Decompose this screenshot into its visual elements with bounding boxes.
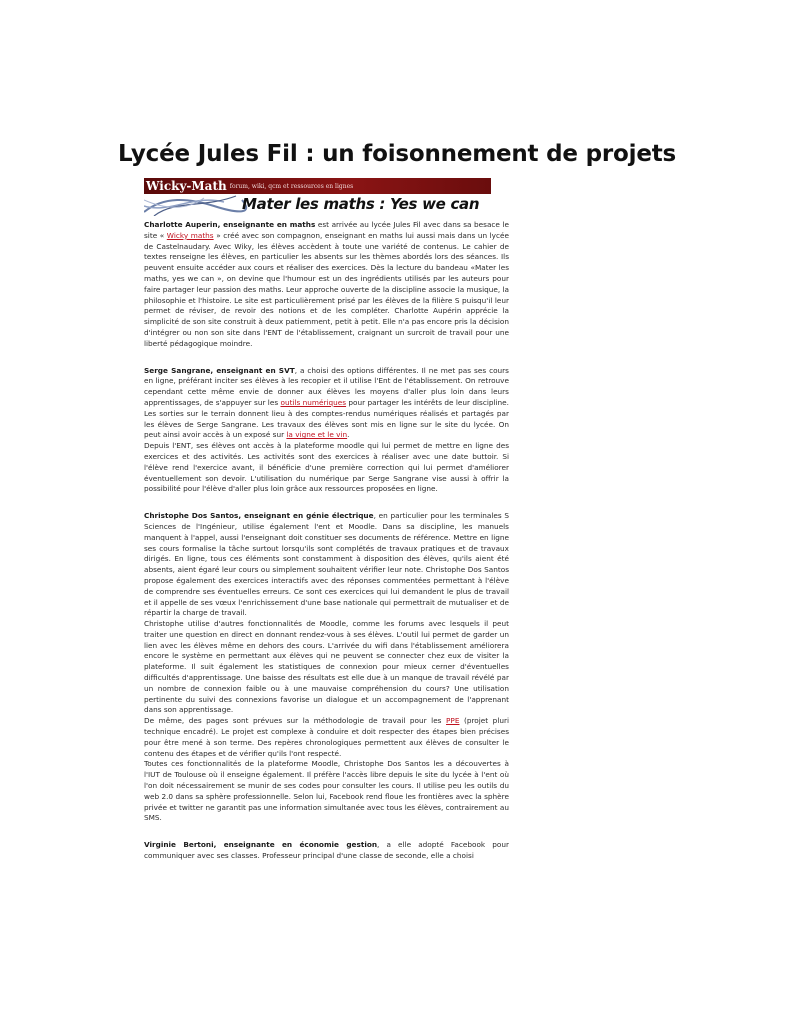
teacher-name: Serge Sangrane, enseignant en SVT <box>144 365 295 375</box>
text-span: (projet pluri technique encadré). Le projet est complexe à conduire et doit respecter des étapes bien précises pour être mené à son terme. Des repères chronologiques permettent aux élèves de consulter le contenu des étapes et de vérifier qu'ils l'ont respecté. <box>144 716 509 758</box>
text-span: est arrivée au lycée Jules Fil avec dans sa besace le site « <box>144 220 509 240</box>
text-span: » créé avec son compagnon, enseignant en maths lui aussi mais dans un lycée de Castelnaudary. Avec Wiky, les élèves accèdent à toute une variété de contenus. Le cahier de textes renseigne les élèves, en particulier les absents sur les thèmes abordés lors des séances. Ils peuvent ensuite accéder aux cours et réaliser des exercices. Dès la lecture du bandeau «Mater les maths, yes we can », on devine que l'humour est un des ingrédients utilisés par les auteurs pour faire partager leur passion des maths. Leur approche ouverte de la discipline associe la musique, la philosophie et l'histoire. Le site est particulièrement prisé par les élèves de la filière S puisqu'il leur permet de réviser, de revoir des notions et de les compléter. Charlotte Aupérin apprécie la simplicité de son site construit à deux patiemment, petit à petit. Elle n'a pas encore pris la décision d'intégrer ou non son site dans l'ENT de l'établissement, craignant un surcroit de travail pour une liberté pédagogique moindre. <box>144 230 509 348</box>
paragraph-auperin <box>144 220 509 350</box>
teacher-name: Charlotte Auperin, enseignante en maths <box>144 220 316 229</box>
banner-slogan-strip <box>144 194 491 216</box>
banner-header <box>144 178 491 194</box>
paragraph-bertoni <box>144 840 509 862</box>
banner-subtitle: forum, wiki, qcm et ressources en lignes <box>229 182 354 190</box>
paragraph-moodle-iut: Toutes ces fonctionnalités de la plateforme Moodle, Christophe Dos Santos les a découvertes à l'IUT de Toulouse où il enseigne également. Il préfère l'accès libre depuis le site du lycée à l'ent où l'on doit nécessairement se munir de ses codes pour consulter les cours. Il utilise peu les outils du web 2.0 dans sa sphère professionnelle. Selon lui, Facebook rend floue les frontières avec la sphère privée et twitter ne garantit pas une information simultanée avec tous les élèves, contrairement au SMS. <box>144 759 509 823</box>
paragraph-sangrane <box>144 366 509 442</box>
ppe-link[interactable]: PPE <box>446 716 460 726</box>
banner-slogan: Mater les maths : Yes we can <box>242 195 480 213</box>
outils-numeriques-link[interactable]: outils numériques <box>280 397 347 407</box>
text-span: pour partager les intérêts de leur discipline. Les sorties sur le terrain donnent lieu à des comptes-rendus numériques réalisés et partagés par les élèves de Serge Sangrane. Les travaux des élèves sont mis en ligne sur le site du lycée. On peut ainsi avoir accès à un exposé sur <box>144 397 509 440</box>
text-span: . <box>347 430 350 440</box>
teacher-name: Virginie Bertoni, enseignante en économie gestion <box>144 840 378 850</box>
text-span: , en particulier pour les terminales S Sciences de l'Ingénieur, utilise également l'ent et Moodle. Dans sa discipline, les manuels manquent à l'appel, aussi l'enseignant doit constituer ses documents de référence. Mettre en ligne ses cours formalise la tâche surtout lorsqu'ils sont complétés de travaux pratiques et de travaux dirigés. En ligne, tous ces éléments sont constamment à disposition des élèves, qu'ils aient été absents, aient égaré leur cours ou simplement souhaitent vérifier leur note. Christophe Dos Santos propose également des exercices interactifs avec des réponses commentées permettant à l'élève de comprendre ses éventuelles erreurs. Ce sont ces exercices qui lui demandent le plus de travail et il appelle de ses vœux l'enrichissement d'une base nationale qui permettrait de mutualiser et de répartir la charge de travail. <box>144 511 510 618</box>
vigne-vin-link[interactable]: la vigne et le vin <box>286 430 348 440</box>
paragraph-ppe <box>144 716 509 759</box>
text-span: De même, des pages sont prévues sur la méthodologie de travail pour les <box>144 716 447 726</box>
paragraph-moodle-forums: Christophe utilise d'autres fonctionnalités de Moodle, comme les forums avec lesquels il peut traiter une question en direct en donnant rendez-vous à ses élèves. L'outil lui permet de garder un lien avec les élèves même en dehors des cours. L'arrivée du wifi dans l'établissement améliorera encore le système en permettant aux élèves qui ne peuvent se connecter chez eux de visiter la plateforme. Il suit également les statistiques de connexion pour mieux cerner d'éventuelles difficultés d'apprentissage. Une baisse des résultats est elle due à un manque de travail révélé par un nombre de connexion faible ou à une mauvaise compréhension du cours? Une utilisation pertinente du suivi des connexions favorise un dialogue et un accompagnement de l'apprenant dans son apprentissage. <box>144 619 509 715</box>
teacher-name: Christophe Dos Santos, enseignant en génie électrique <box>144 511 374 521</box>
paragraph-dos-santos <box>144 511 509 619</box>
wicky-maths-link[interactable]: Wicky maths <box>166 230 214 240</box>
text-span: , a choisi des options différentes. Il ne met pas ses cours en ligne, préférant inciter ses élèves à les recopier et il utilise l'Ent de l'établissement. On retrouve cependant cette même envie de donner aux élèves les moyens d'aller plus loin dans leurs apprentissages, de s'appuyer sur les <box>144 365 509 407</box>
banner-logo: Wicky-Math <box>146 179 227 193</box>
page-title: Lycée Jules Fil : un foisonnement de projets <box>118 141 677 167</box>
wicky-math-banner[interactable] <box>144 178 491 216</box>
text-span: , a elle adopté Facebook pour communiquer avec ses classes. Professeur principal d'une classe de seconde, elle a choisi <box>144 840 509 861</box>
paragraph-sangrane-ent: Depuis l'ENT, ses élèves ont accès à la plateforme moodle qui lui permet de mettre en ligne des exercices et des activités. Les activités sont des exercices à réaliser avec une date buttoir. Si l'élève rend l'exercice avant, il bénéficie d'une première correction qui lui permet d'améliorer éventuellement son devoir. L'utilisation du numérique par Serge Sangrane vise aussi à offrir la possibilité pour l'élève d'aller plus loin grâce aux ressources proposées en ligne. <box>144 441 509 494</box>
article-body <box>144 220 509 862</box>
